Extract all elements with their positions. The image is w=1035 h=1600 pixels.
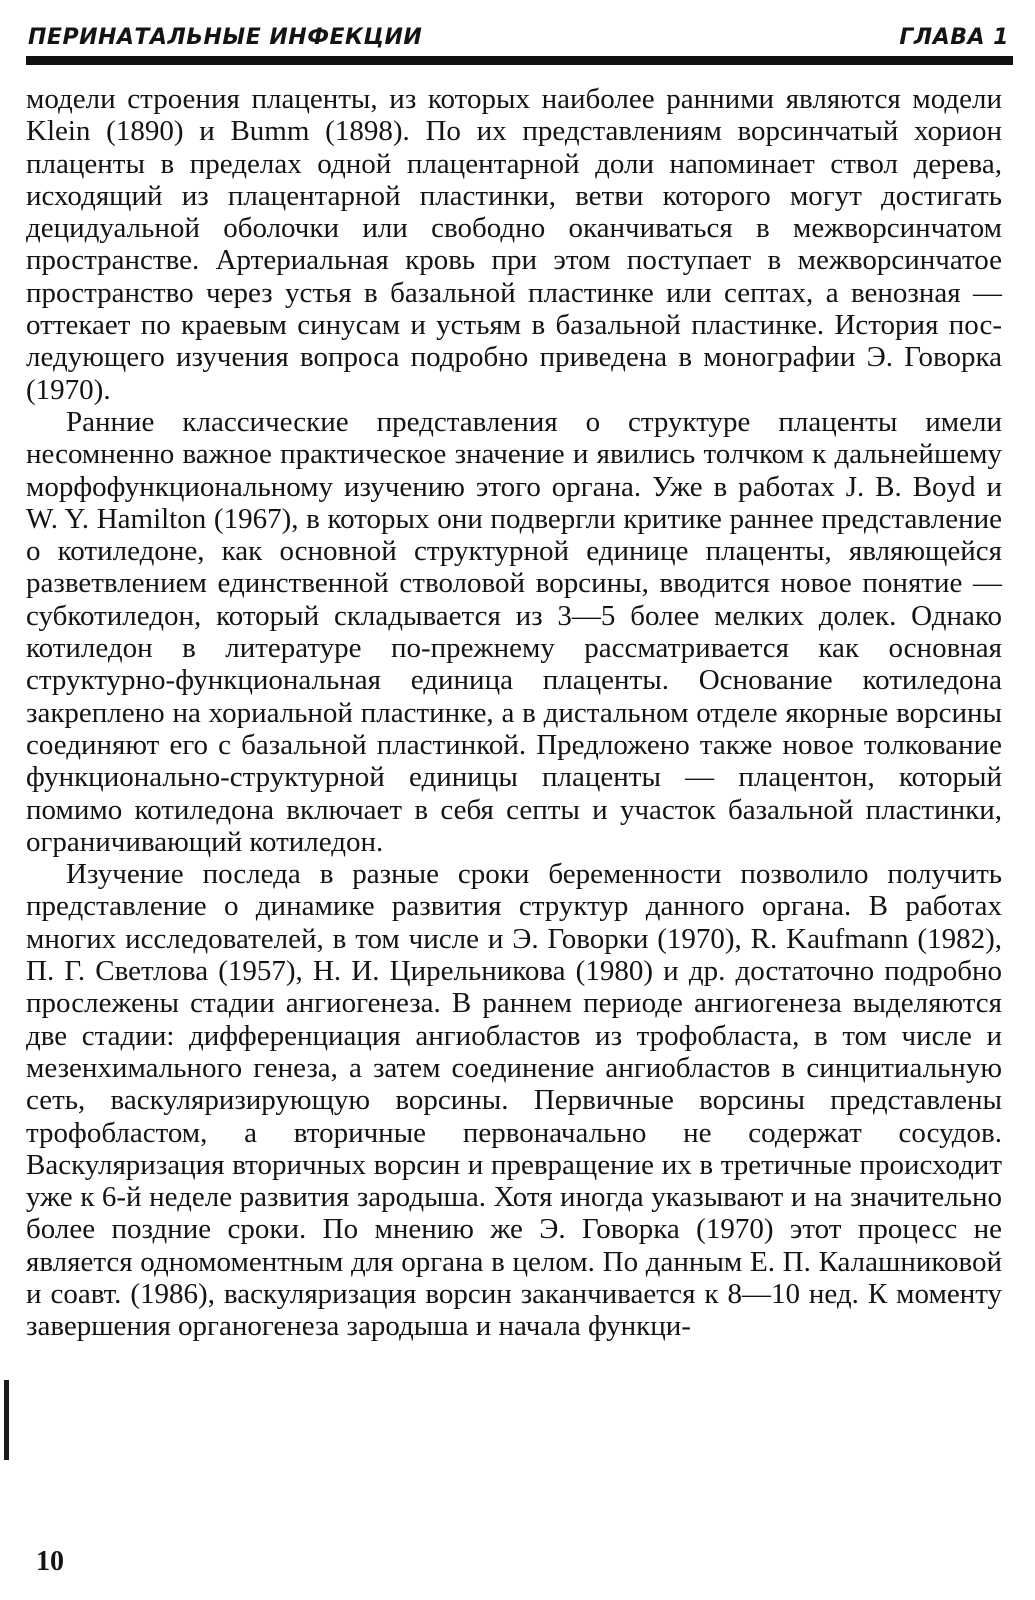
- paragraph: Изучение последа в разные сроки беременности позволило получить представление о динамике развития структур данного органа. В работах многих исследователей, в том числе и Э. Говорки (1970), R. Kaufmann (1982), П. Г. Светлова (1957), Н. И. Цирельникова (1980) и др. достаточно подробно прослежены стадии ангиогенеза. В раннем периоде ангиогенеза выделяются две стадии: дифференциация ангиобластов из трофобласта, в том числе и мезенхимального генеза, а затем соединение ангиобластов в синцитиальную сеть, васкуляризирующую ворсины. Первичные ворсины представлены трофобластом, а вторичные первоначально не содержат сосудов. Васкуляризация вторичных ворсин и превращение их в третичные происходит уже к 6-й неделе развития зародыша. Хотя иногда указывают и на значительно более поздние сроки. По мнению же Э. Говорка (1970) этот процесс не является одномоментным для органа в целом. По данным Е. П. Калашниковой и соавт. (1986), васкуляризация ворсин заканчивается к 8—10 нед. К моменту завершения органогенеза зародыша и начала функци-: [26, 858, 1002, 1343]
- paragraph-continuation: модели строения плаценты, из которых наиболее ранними являются модели Klein (1890) и Bumm (1898). По их представлениям ворсинчатый хорион плаценты в пределах одной плацентарной доли напоминает ствол дерева, исходящий из плацентарной пластинки, ветви которого могут достигать децидуальной оболочки или свободно оканчиваться в межворсинчатом пространстве. Артериальная кровь при этом поступает в межворсинчатое пространство через устья в базальной пластинке или септах, а венозная — оттекает по краевым синусам и устьям в базальной пластинке. История последующего изучения вопроса подробно приведена в монографии Э. Говорка (1970).: [26, 83, 1002, 406]
- paragraph: Ранние классические представления о структуре плаценты имели несомненно важное практическое значение и явились толчком к дальнейшему морфофункциональному изучению этого органа. Уже в работах J. B. Boyd и W. Y. Hamilton (1967), в которых они подвергли критике раннее представление о котиледоне, как основной структурной единице плаценты, являющейся разветвлением единственной стволовой ворсины, вводится новое понятие — субкотиледон, который складывается из 3—5 более мелких долек. Однако котиледон в литературе по-прежнему рассматривается как основная структурно-функциональная единица плаценты. Основание котиледона закреплено на хориальной пластинке, а в дистальном отделе якорные ворсины соединяют его с базальной пластинкой. Предложено также новое толкование функционально-структурной единицы плаценты — плацентон, который помимо котиледона включает в себя септы и участок базальной пластинки, ограничивающий котиледон.: [26, 405, 1002, 858]
- body-text: [26, 83, 1002, 1343]
- page-number: 10: [36, 1546, 64, 1577]
- running-head: [28, 16, 1009, 50]
- running-head-title: ПЕРИНАТАЛЬНЫЕ ИНФЕКЦИИ: [28, 25, 423, 50]
- running-head-chapter: ГЛАВА 1: [899, 25, 1009, 50]
- margin-scan-mark: [4, 1380, 9, 1460]
- header-rule: [26, 56, 1013, 65]
